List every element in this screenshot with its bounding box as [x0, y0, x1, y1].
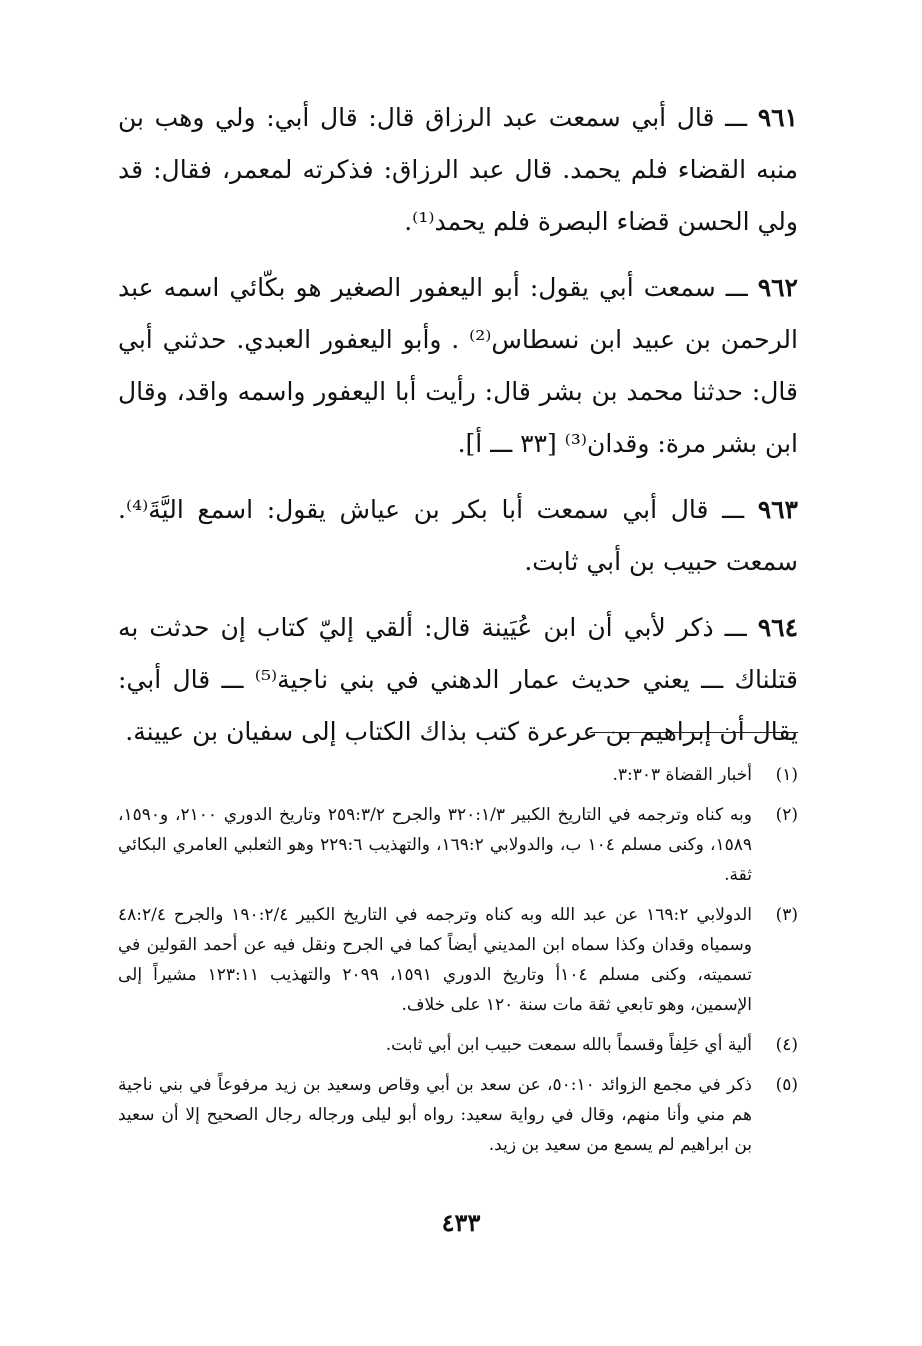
footnote-number: (١) — [775, 765, 798, 785]
footnote-text: ألية أي حَلِفاً وقسماً بالله سمعت حبيب ابن أبي ثابت. — [385, 1035, 752, 1055]
paragraph-964 — [118, 602, 798, 758]
main-text — [118, 92, 798, 772]
paragraph-961 — [118, 92, 798, 248]
paragraph-text: ـــ قال أبي سمعت أبا بكر بن عياش يقول: اسمع اليَّةَ⁽⁴⁾. سمعت حبيب بن أبي ثابت. — [118, 495, 798, 576]
paragraph-number: ٩٦٢ — [757, 273, 798, 302]
footnote-4 — [118, 1030, 798, 1060]
page-number: ٤٣٣ — [441, 1208, 481, 1237]
footnote-divider — [590, 732, 798, 733]
footnote-text: ذكر في مجمع الزوائد ٥٠:١٠، عن سعد بن أبي وقاص وسعيد بن زيد مرفوعاً في بني ناجية هم مني وأنا منهم، وقال في رواية سعيد: رواه أبو ليلى ورجاله رجال الصحيح إلا أن سعيد بن ابراهيم لم يسمع من سعيد بن زيد. — [118, 1075, 753, 1155]
footnote-number: (٥) — [775, 1075, 798, 1095]
footnote-3 — [118, 900, 798, 1020]
paragraph-text: ـــ قال أبي سمعت عبد الرزاق قال: قال أبي: ولي وهب بن منبه القضاء فلم يحمد. قال عبد الرزاق: فذكرته لمعمر، فقال: قد ولي الحسن قضاء البصرة فلم يحمد⁽¹⁾. — [118, 103, 798, 236]
footnote-number: (٢) — [775, 805, 798, 825]
paragraph-962 — [118, 262, 798, 470]
footnote-text: الدولابي ١٦٩:٢ عن عبد الله وبه كناه وترجمه في التاريخ الكبير ١٩٠:٢/٤ والجرح ٤٨:٢/٤ وسمياه وقدان وكذا سماه ابن المديني أيضاً كما في الجرح ونقل فيه عن أحمد القولين في تسميته، وكنى مسلم ١٠٤أ وتاريخ الدوري ١٥٩١، ٢٠٩٩ والتهذيب ١٢٣:١١ مشيراً إلى الإسمين، وهو تابعي ثقة مات سنة ١٢٠ على خلاف. — [118, 905, 753, 1015]
footnote-number: (٣) — [775, 905, 798, 925]
paragraph-number: ٩٦١ — [757, 103, 798, 132]
paragraph-number: ٩٦٤ — [757, 613, 799, 642]
footnotes — [118, 760, 798, 1170]
footnote-number: (٤) — [775, 1035, 798, 1055]
paragraph-text: ـــ سمعت أبي يقول: أبو اليعفور الصغير هو بكّائي اسمه عبد الرحمن بن عبيد ابن نسطاس⁽²⁾ . وأبو اليعفور العبدي. حدثني أبي قال: حدثنا محمد بن بشر قال: رأيت أبا اليعفور واسمه واقد، وقال ابن بشر مرة: وقدان⁽³⁾ [٣٣ ـــ أ]. — [118, 273, 798, 458]
footnote-1 — [118, 760, 798, 790]
footnote-text: أخبار القضاة ٣:٣٠٣. — [612, 765, 752, 785]
footnote-text: وبه كناه وترجمه في التاريخ الكبير ٣٢٠:١/٣ والجرح ٢٥٩:٣/٢ وتاريخ الدوري ٢١٠٠، و١٥٩٠، ١٥٨٩، وكنى مسلم ١٠٤ ب، والدولابي ١٦٩:٢، والتهذيب ٢٢٩:٦ وهو الثعلبي العامري البكائي ثقة. — [118, 805, 752, 885]
paragraph-963 — [118, 484, 798, 588]
paragraph-number: ٩٦٣ — [757, 495, 798, 524]
footnote-5 — [118, 1070, 798, 1160]
footnote-2 — [118, 800, 798, 890]
paragraph-text: ـــ ذكر لأبي أن ابن عُيَينة قال: ألقي إليّ كتاب إن حدثت به قتلناك ـــ يعني حديث عمار الدهني في بني ناجية⁽⁵⁾ ـــ قال أبي: يقال أن إبراهيم بن عرعرة كتب بذاك الكتاب إلى سفيان بن عيينة. — [118, 613, 798, 746]
